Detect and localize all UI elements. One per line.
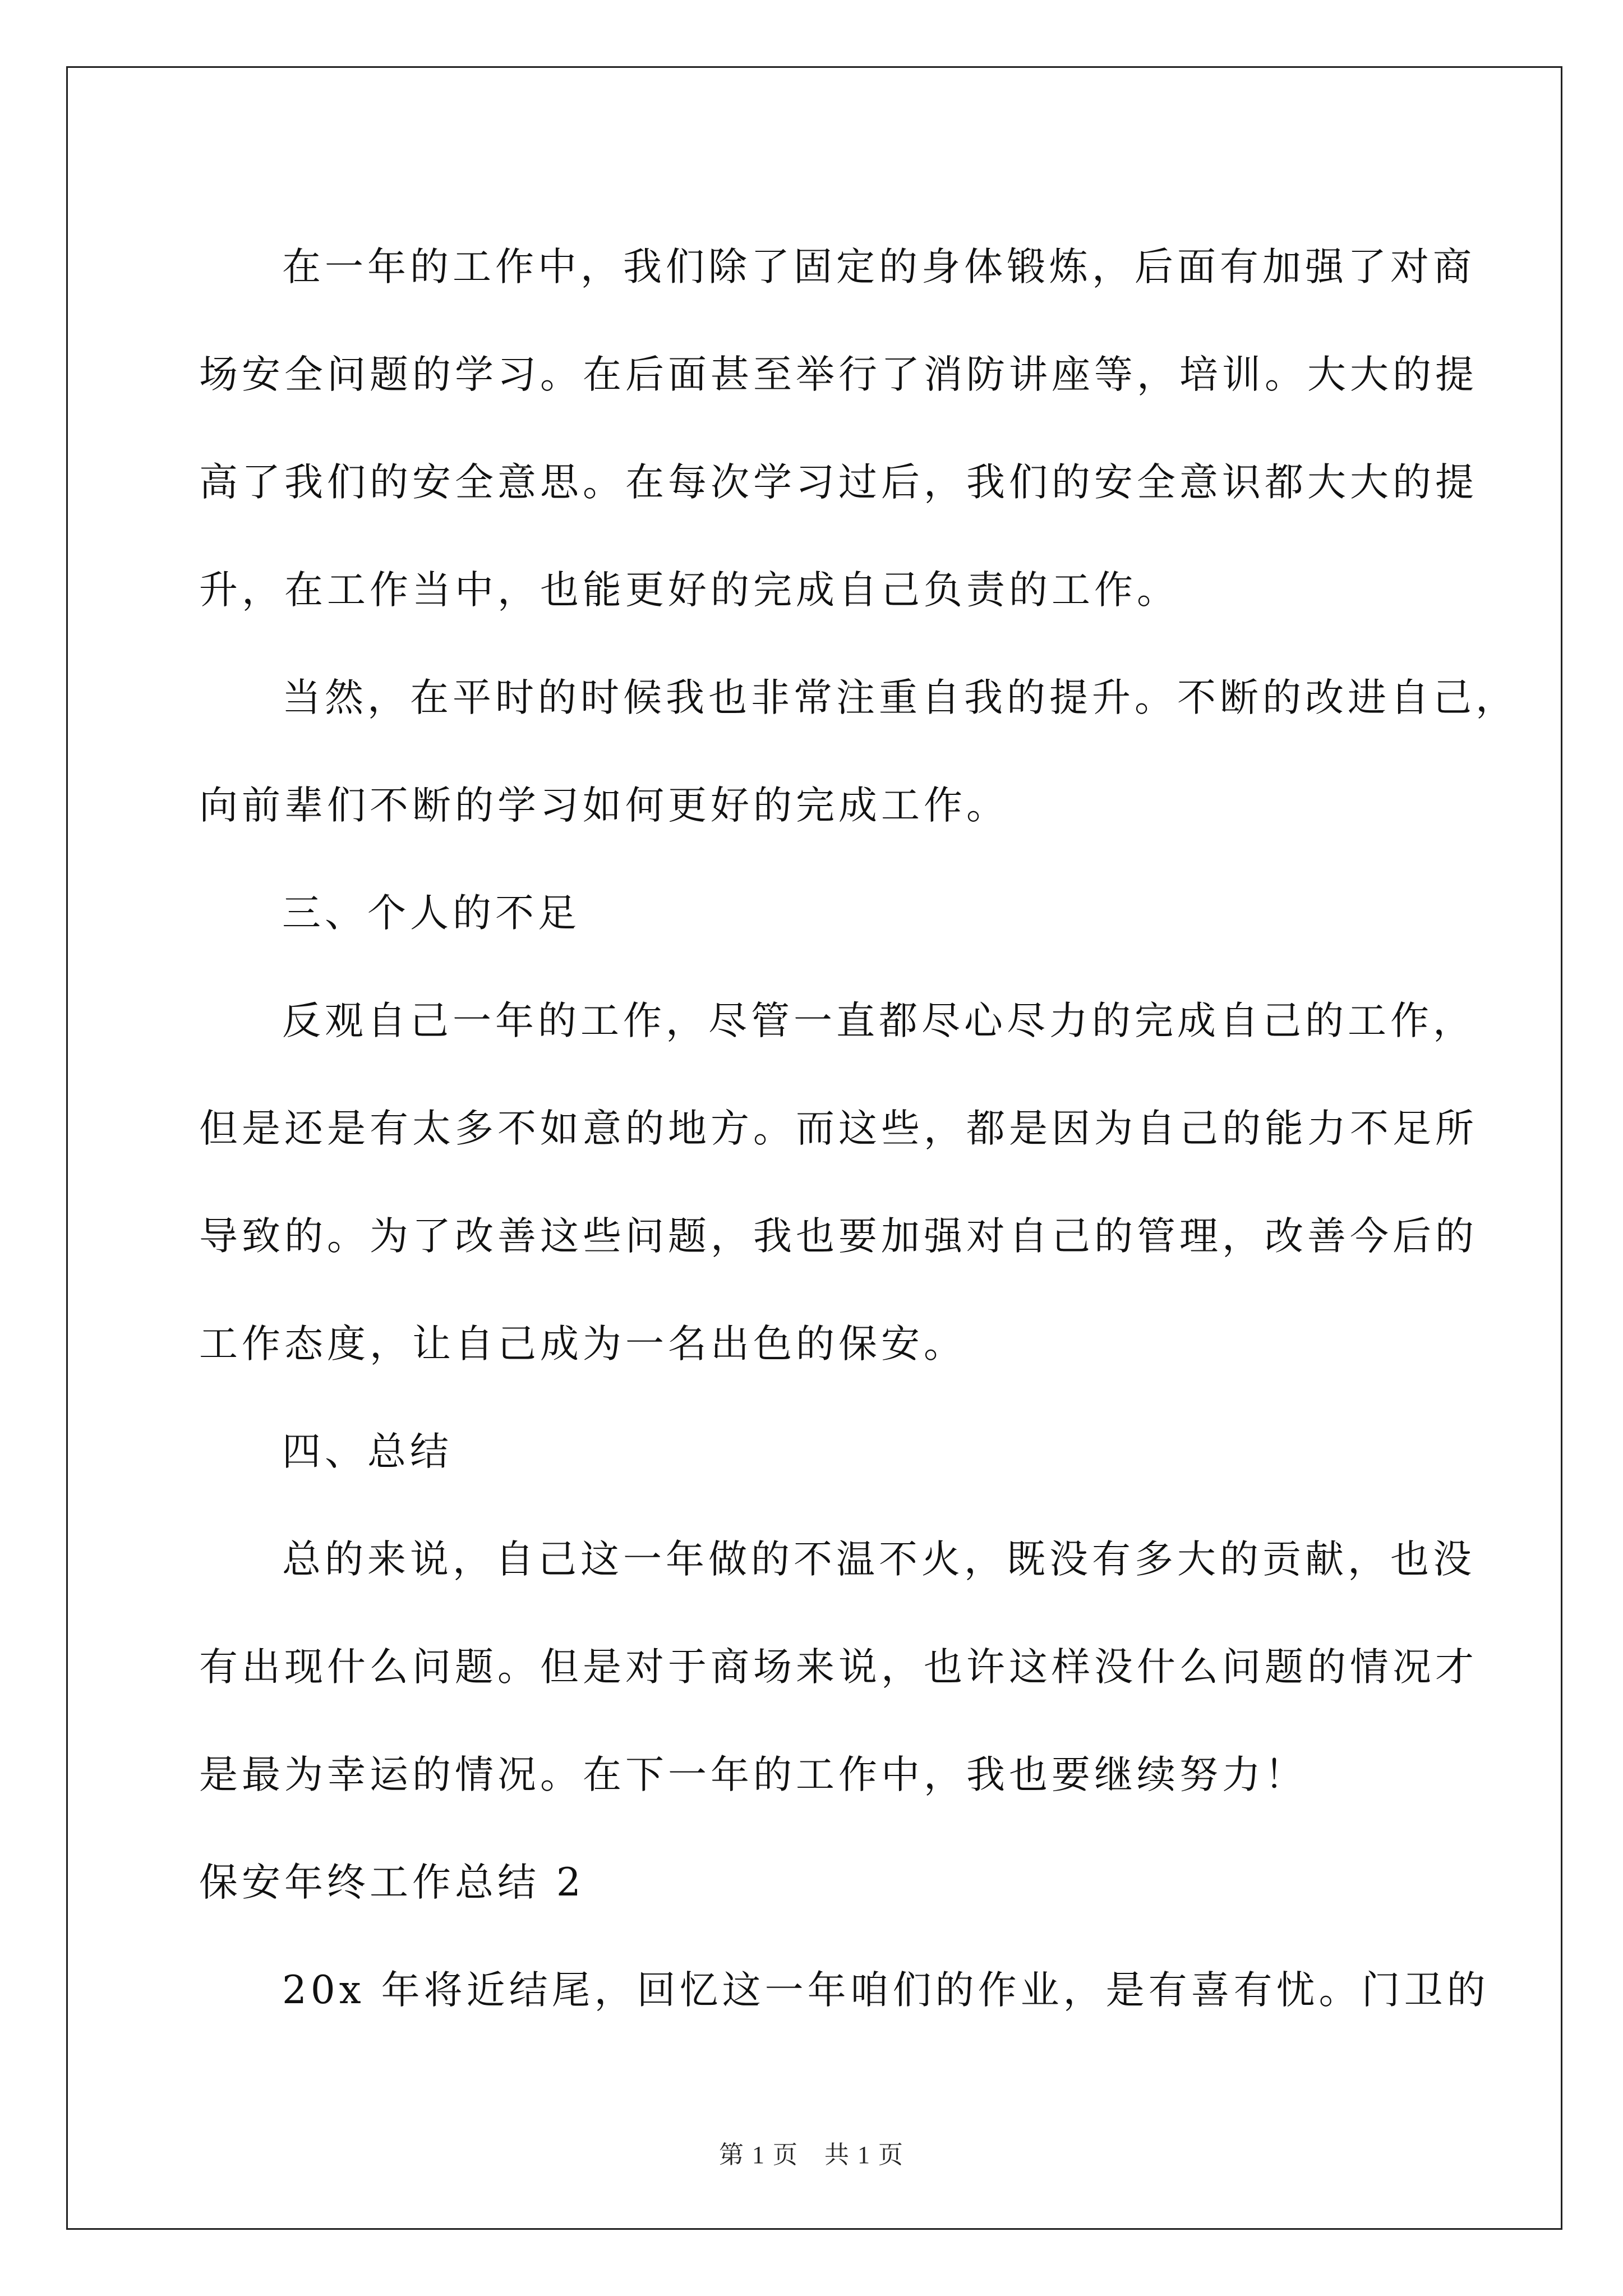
text-line: 总的来说，自己这一年做的不温不火，既没有多大的贡献，也没 — [282, 1537, 1476, 1582]
text-line: 在一年的工作中，我们除了固定的身体锻炼，后面有加强了对商 — [282, 245, 1476, 289]
text-line: 但是还是有太多不如意的地方。而这些，都是因为自己的能力不足所 — [199, 1106, 1478, 1151]
text-line: 导致的。为了改善这些问题，我也要加强对自己的管理，改善今后的 — [199, 1214, 1478, 1259]
text-line: 是最为幸运的情况。在下一年的工作中，我也要继续努力！ — [199, 1752, 1307, 1797]
text-line: 高了我们的安全意思。在每次学习过后，我们的安全意识都大大的提 — [199, 460, 1478, 505]
section-heading: 四、总结 — [282, 1429, 453, 1474]
text-line: 升，在工作当中，也能更好的完成自己负责的工作。 — [199, 568, 1179, 613]
page-footer: 第 1 页 共 1 页 — [719, 2141, 904, 2169]
heading-summary — [199, 1398, 1433, 1506]
text-line: 20x 年将近结尾，回忆这一年咱们的作业，是有喜有忧。门卫的 — [282, 1968, 1490, 2013]
paragraph-training — [199, 213, 1478, 644]
paragraph-intro-2 — [199, 1936, 1490, 2044]
heading-shortcomings — [199, 859, 1433, 967]
document-body — [199, 213, 1518, 2044]
text-line: 有出现什么问题。但是对于商场来说，也许这样没什么问题的情况才 — [199, 1645, 1478, 1690]
text-line: 反观自己一年的工作，尽管一直都尽心尽力的完成自己的工作， — [282, 999, 1476, 1043]
text-line: 场安全问题的学习。在后面甚至举行了消防讲座等，培训。大大的提 — [199, 352, 1478, 397]
document-section-title: 保安年终工作总结 2 — [199, 1860, 585, 1905]
text-line: 工作态度，让自己成为一名出色的保安。 — [199, 1322, 966, 1366]
paragraph-shortcomings — [199, 967, 1478, 1398]
text-line: 向前辈们不断的学习如何更好的完成工作。 — [199, 783, 1009, 828]
text-line: 当然，在平时的时候我也非常注重自我的提升。不断的改进自己， — [282, 675, 1518, 720]
section-heading: 三、个人的不足 — [282, 891, 580, 936]
paragraph-self-improvement — [199, 644, 1518, 859]
paragraph-summary — [199, 1506, 1478, 1829]
